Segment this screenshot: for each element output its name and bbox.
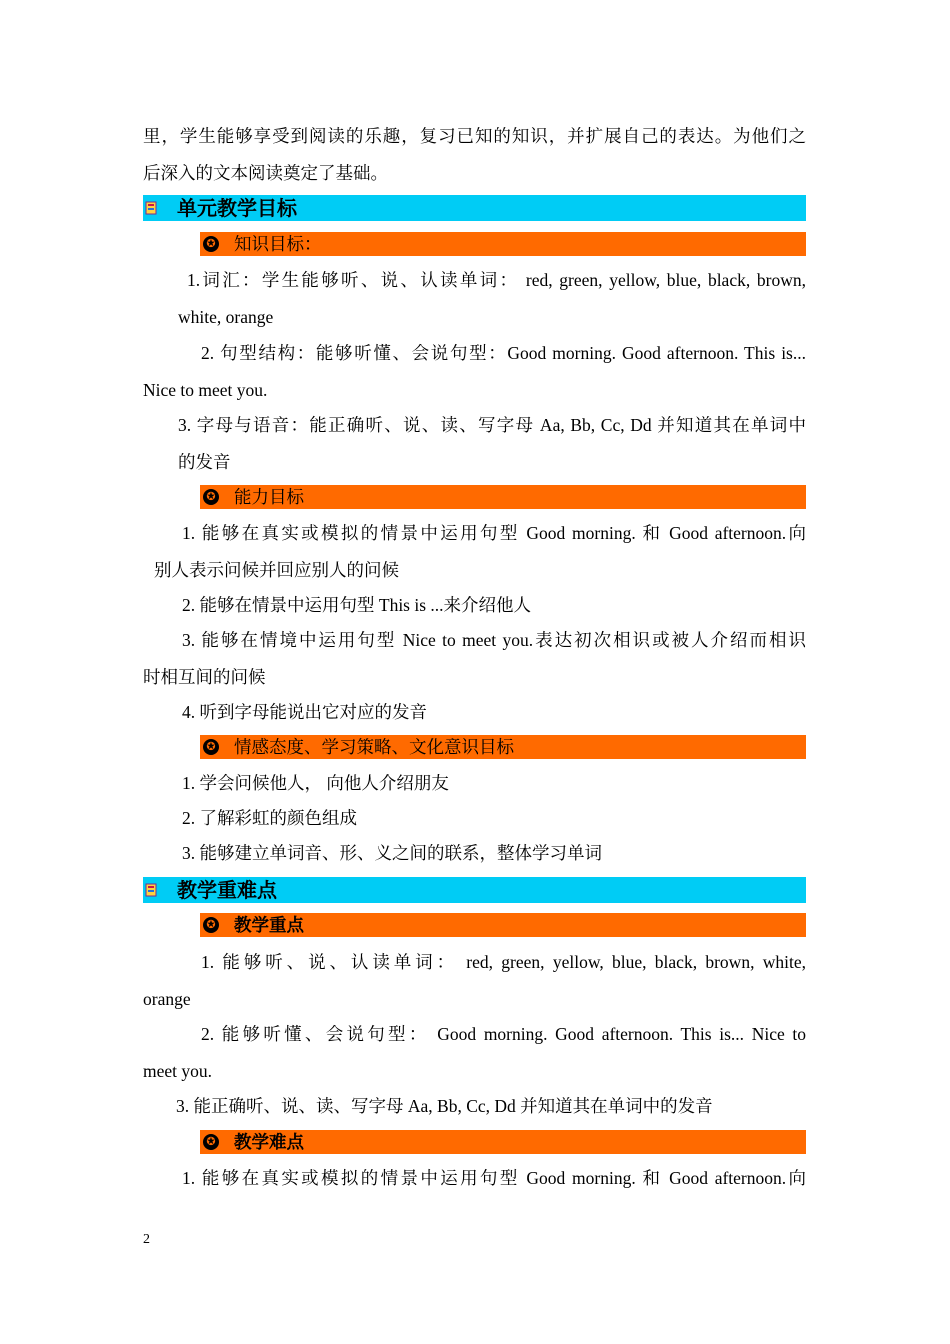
attitude-item-2: 2. 了解彩虹的颜色组成 bbox=[182, 808, 357, 828]
key-item-1-line-1: 1. 能够听、说、认读单词： red, green, yellow, blue, black, brown, white, bbox=[201, 952, 806, 972]
knowledge-item-1-line-1: 1.词汇：学生能够听、说、认读单词： red, green, yellow, blue, black, brown, bbox=[187, 270, 806, 290]
star-icon: ✪ bbox=[203, 739, 219, 755]
star-icon: ✪ bbox=[203, 917, 219, 933]
heading-key-difficult bbox=[143, 877, 806, 903]
subheading-ability-text: 能力目标 bbox=[234, 487, 304, 507]
ability-item-1-line-1: 1. 能够在真实或模拟的情景中运用句型 Good morning. 和 Good afternoon.向 bbox=[182, 523, 806, 543]
knowledge-item-2-line-1: 2. 句型结构：能够听懂、会说句型：Good morning. Good afternoon. This is... bbox=[201, 343, 806, 363]
intro-line-1: 里，学生能够享受到阅读的乐趣，复习已知的知识，并扩展自己的表达。为他们之 bbox=[143, 126, 806, 146]
ability-item-2: 2. 能够在情景中运用句型 This is ...来介绍他人 bbox=[182, 595, 532, 615]
heading-unit-goals-text: 单元教学目标 bbox=[177, 196, 297, 220]
knowledge-item-2-line-2: Nice to meet you. bbox=[143, 380, 268, 400]
key-item-2-line-1: 2. 能够听懂、会说句型： Good morning. Good afternoon. This is... Nice to bbox=[201, 1024, 806, 1044]
ability-item-4: 4. 听到字母能说出它对应的发音 bbox=[182, 702, 427, 722]
subheading-attitude-text: 情感态度、学习策略、文化意识目标 bbox=[234, 737, 514, 757]
star-icon: ✪ bbox=[203, 489, 219, 505]
knowledge-item-3-line-2: 的发音 bbox=[178, 452, 231, 472]
knowledge-item-3-line-1: 3. 字母与语音：能正确听、说、读、写字母 Aa, Bb, Cc, Dd 并知道其在单词中 bbox=[178, 415, 806, 435]
key-item-3: 3. 能正确听、说、读、写字母 Aa, Bb, Cc, Dd 并知道其在单词中的发音 bbox=[176, 1096, 713, 1116]
book-icon bbox=[145, 883, 157, 897]
subheading-difficulties-text: 教学难点 bbox=[234, 1132, 304, 1152]
attitude-item-3: 3. 能够建立单词音、形、义之间的联系，整体学习单词 bbox=[182, 843, 602, 863]
heading-unit-goals bbox=[143, 195, 806, 221]
ability-item-3-line-1: 3. 能够在情境中运用句型 Nice to meet you.表达初次相识或被人介绍而相识 bbox=[182, 630, 806, 650]
knowledge-item-1-line-2: white, orange bbox=[178, 307, 274, 327]
subheading-knowledge-text: 知识目标： bbox=[234, 234, 322, 254]
difficulty-item-1-line-1: 1. 能够在真实或模拟的情景中运用句型 Good morning. 和 Good afternoon.向 bbox=[182, 1168, 806, 1188]
subheading-ability bbox=[200, 485, 806, 509]
subheading-key-points bbox=[200, 913, 806, 937]
page-number: 2 bbox=[143, 1232, 150, 1247]
subheading-knowledge bbox=[200, 232, 806, 256]
subheading-key-points-text: 教学重点 bbox=[234, 915, 304, 935]
subheading-difficulties bbox=[200, 1130, 806, 1154]
ability-item-1-line-2: 别人表示问候并回应别人的问候 bbox=[154, 560, 399, 580]
star-icon: ✪ bbox=[203, 236, 219, 252]
subheading-attitude bbox=[200, 735, 806, 759]
book-icon bbox=[145, 201, 157, 215]
heading-key-difficult-text: 教学重难点 bbox=[177, 878, 277, 902]
ability-item-3-line-2: 时相互间的问候 bbox=[143, 667, 266, 687]
star-icon: ✪ bbox=[203, 1134, 219, 1150]
attitude-item-1: 1. 学会问候他人， 向他人介绍朋友 bbox=[182, 773, 449, 793]
key-item-1-line-2: orange bbox=[143, 989, 191, 1009]
key-item-2-line-2: meet you. bbox=[143, 1061, 213, 1081]
intro-line-2: 后深入的文本阅读奠定了基础。 bbox=[143, 163, 388, 183]
